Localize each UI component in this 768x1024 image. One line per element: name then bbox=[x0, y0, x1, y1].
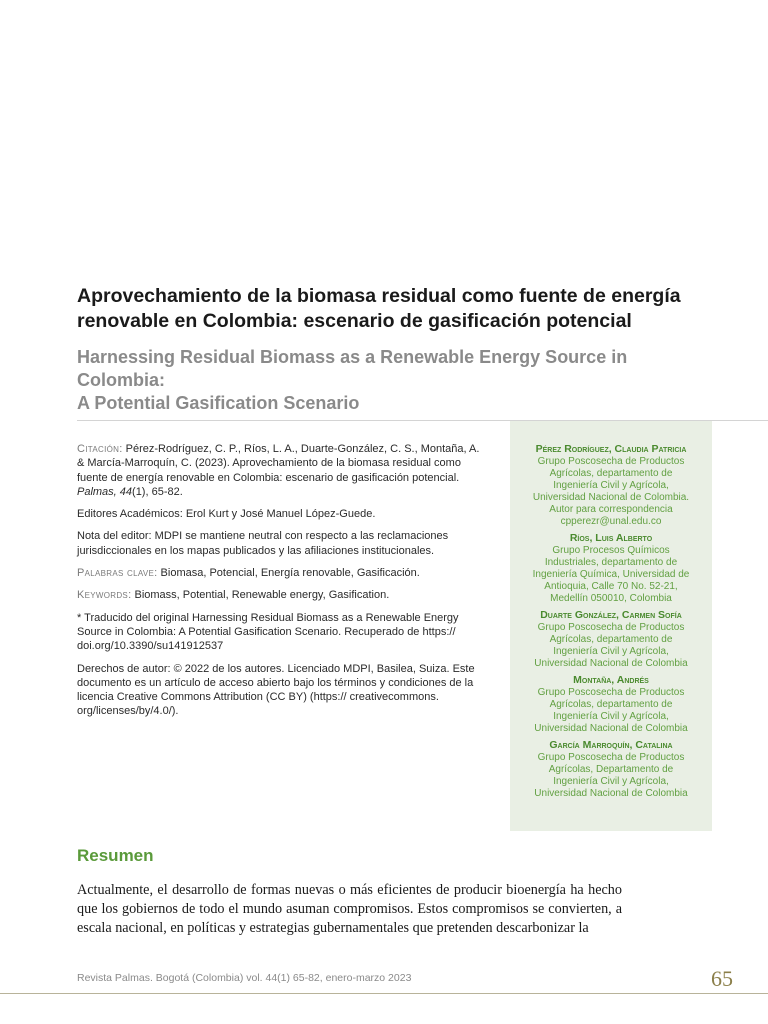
author-entry bbox=[510, 443, 712, 528]
copyright-notice: Derechos de autor: © 2022 de los autores. Licenciado MDPI, Basilea, Suiza. Este documento es un artículo de acceso abierto bajo los términos y condiciones de la licencia Creative Commons Attribution (CC BY) (https:// creativecommons. org/licenses/by/4.0/). bbox=[77, 662, 475, 718]
keywords-english bbox=[77, 588, 482, 602]
title-en-line-2: A Potential Gasification Scenario bbox=[77, 393, 360, 413]
editor-note: Nota del editor: MDPI se mantiene neutral con respecto a las reclamaciones jurisdiccionales en los mapas publicados y las afiliaciones institucionales. bbox=[77, 530, 449, 557]
keywords-es-text: Biomasa, Potencial, Energía renovable, Gasificación. bbox=[157, 567, 420, 580]
title-es-line-1: Aprovechamiento de la biomasa residual como fuente de energía bbox=[77, 285, 681, 307]
journal-footer: Revista Palmas. Bogotá (Colombia) vol. 44(1) 65-82, enero-marzo 2023 bbox=[77, 972, 412, 984]
author-name: Ríos, Luis Alberto bbox=[569, 532, 653, 544]
citation-issue: (1), 65-82. bbox=[132, 485, 183, 498]
citation bbox=[77, 442, 482, 499]
article-title-english bbox=[77, 346, 717, 415]
author-affiliation: Grupo Procesos Químicos Industriales, departamento de Ingeniería Química, Universidad de Antioquia, Calle 70 No. 52-21, Medellín 050010, Colombia bbox=[532, 545, 690, 604]
author-entry bbox=[510, 739, 712, 800]
author-affiliation: Grupo Poscosecha de Productos Agrícolas, Departamento de Ingeniería Civil y Agrícola, Universidad Nacional de Colombia bbox=[534, 752, 688, 799]
translation-note: * Traducido del original Harnessing Residual Biomass as a Renewable Energy Source in Colombia: A Potential Gasification Scenario. Recuperado de https:// doi.org/10.3390/su141912537 bbox=[77, 611, 459, 653]
authors-panel bbox=[510, 421, 712, 831]
abstract-text: Actualmente, el desarrollo de formas nuevas o más eficientes de producir bioenergía ha hecho que los gobiernos de todo el mundo asuman compromisos. Estos compromisos se convierten, a escala nacional, en políticas y estrategias gubernamentales que pretenden descarbonizar la bbox=[77, 882, 622, 936]
editors: Editores Académicos: Erol Kurt y José Manuel López-Guede. bbox=[77, 508, 376, 521]
abstract-heading: Resumen bbox=[77, 846, 154, 865]
footer-divider bbox=[0, 993, 768, 994]
keywords-spanish bbox=[77, 566, 482, 580]
author-entry bbox=[510, 609, 712, 670]
author-name: Pérez Rodríguez, Claudia Patricia bbox=[535, 443, 687, 455]
title-es-line-2: renovable en Colombia: escenario de gasificación potencial bbox=[77, 310, 632, 332]
article-title-spanish bbox=[77, 284, 717, 334]
author-affiliation: Grupo Poscosecha de Productos Agrícolas, departamento de Ingeniería Civil y Agrícola, Universidad Nacional de Colombia bbox=[534, 687, 688, 734]
keywords-es-label: Palabras clave: bbox=[77, 567, 158, 580]
author-entry bbox=[510, 674, 712, 735]
citation-text: Pérez-Rodríguez, C. P., Ríos, L. A., Duarte-González, C. S., Montaña, A. & Marcía-Marroquín, C. (2023). Aprovechamiento de la biomasa residual como fuente de energía renovable en Colombia: escenario de gasificación potencial. bbox=[77, 443, 480, 484]
author-name: Montaña, Andrés bbox=[573, 674, 649, 686]
citation-journal: Palmas, 44 bbox=[77, 485, 133, 498]
author-affiliation: Grupo Poscosecha de Productos Agrícolas, departamento de Ingeniería Civil y Agrícola, Universidad Nacional de Colombia. Autor para correspondencia cpperezr@unal.edu.co bbox=[532, 456, 690, 527]
citation-label: Citación: bbox=[77, 443, 123, 455]
author-entry bbox=[510, 532, 712, 605]
author-affiliation: Grupo Poscosecha de Productos Agrícolas, departamento de Ingeniería Civil y Agrícola, Universidad Nacional de Colombia bbox=[534, 622, 688, 669]
article-metadata bbox=[77, 442, 482, 727]
keywords-en-text: Biomass, Potential, Renewable energy, Gasification. bbox=[131, 589, 390, 602]
title-en-line-1: Harnessing Residual Biomass as a Renewable Energy Source in Colombia: bbox=[77, 347, 628, 390]
page-number: 65 bbox=[711, 966, 733, 991]
keywords-en-label: Keywords: bbox=[77, 589, 132, 602]
author-name: García Marroquín, Catalina bbox=[549, 739, 673, 751]
author-name: Duarte González, Carmen Sofía bbox=[540, 609, 682, 621]
